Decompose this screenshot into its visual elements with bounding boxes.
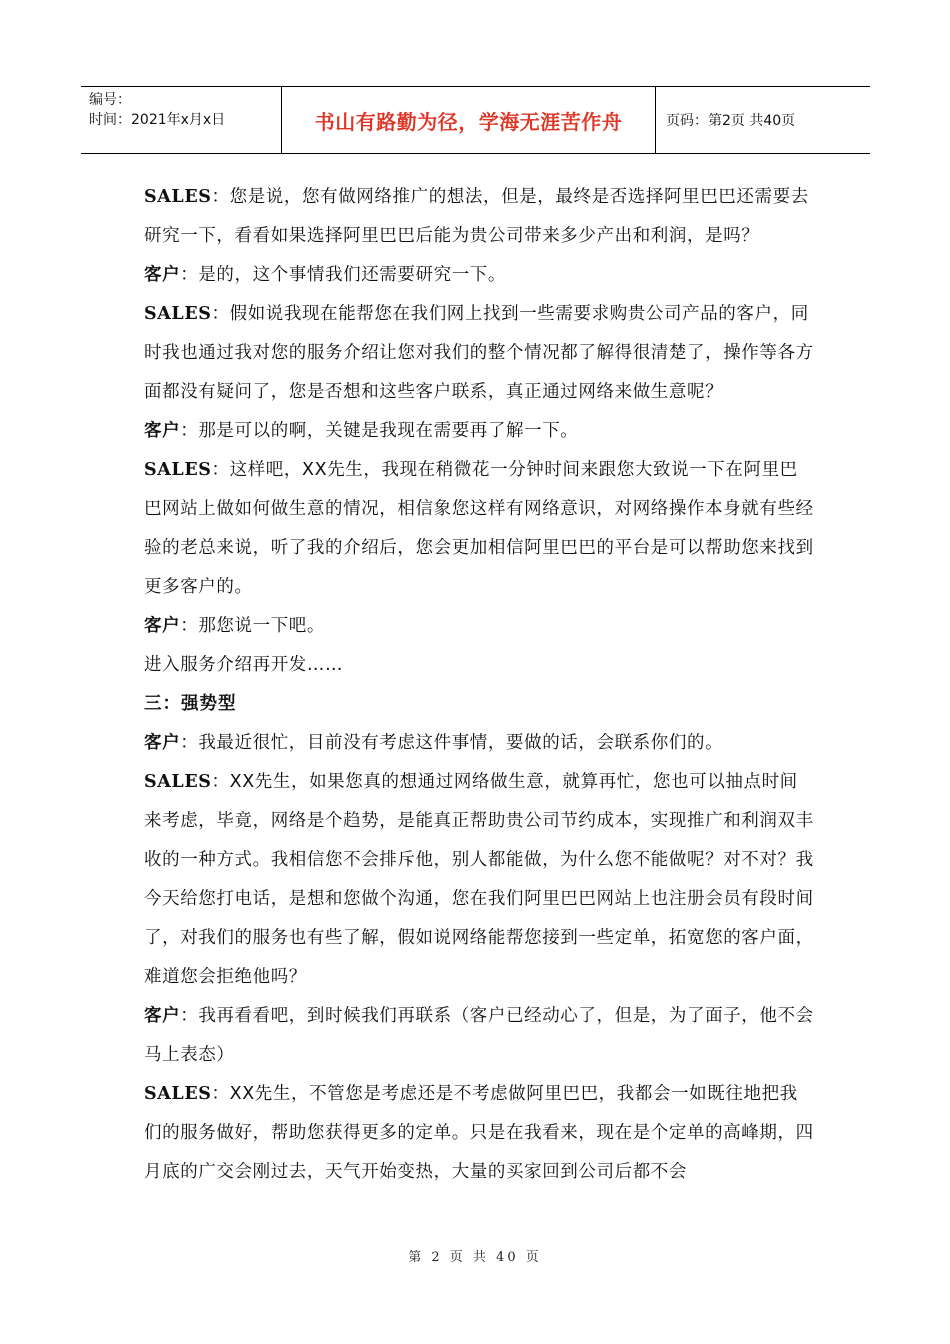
dialogue-paragraph [144, 646, 814, 685]
speaker-label: SALES [144, 772, 212, 792]
paragraph-text: 这样吧，XX先生，我现在稍微花一分钟时间来跟您大致说一下在阿里巴巴网站上做如何做生意的情况，相信象您这样有网络意识，对网络操作本身就有些经验的老总来说，听了我的介绍后，您会更加相信阿里巴巴的平台是可以帮助您来找到更多客户的。 [144, 460, 814, 597]
speaker-separator: ： [180, 265, 199, 285]
dialogue-paragraph [144, 451, 814, 607]
speaker-separator: ： [211, 1084, 230, 1104]
speaker-label: SALES [144, 304, 212, 324]
speaker-label: SALES [144, 1084, 212, 1104]
speaker-label: SALES [144, 460, 212, 480]
header-page-label: 页码：第2页 共40页 [666, 113, 796, 129]
speaker-separator: ： [211, 460, 230, 480]
speaker-separator: ： [211, 304, 230, 324]
speaker-label: SALES [144, 187, 212, 207]
speaker-separator: ： [180, 1006, 199, 1026]
paragraph-text: 那是可以的啊，关键是我现在需要再了解一下。 [198, 421, 579, 441]
dialogue-paragraph [144, 607, 814, 646]
header-motto-cell [282, 87, 656, 153]
speaker-separator: ： [211, 772, 230, 792]
document-body [144, 178, 814, 1192]
paragraph-text: 进入服务介绍再开发…… [144, 655, 344, 675]
speaker-separator: ： [211, 187, 230, 207]
paragraph-text: 是的，这个事情我们还需要研究一下。 [198, 265, 507, 285]
speaker-separator: ： [180, 421, 199, 441]
speaker-label: 客户 [144, 616, 181, 636]
dialogue-paragraph [144, 412, 814, 451]
header-meta [81, 87, 282, 153]
speaker-label: 客户 [144, 1006, 181, 1026]
speaker-label: 客户 [144, 265, 181, 285]
document-time-label: 时间：2021年x月x日 [89, 112, 226, 128]
speaker-separator: ： [180, 733, 199, 753]
paragraph-text: XX先生，如果您真的想通过网络做生意，就算再忙，您也可以抽点时间来考虑，毕竟，网络是个趋势，是能真正帮助贵公司节约成本，实现推广和利润双丰收的一种方式。我相信您不会排斥他，别人都能做，为什么您不能做呢？对不对？我今天给您打电话，是想和您做个沟通，您在我们阿里巴巴网站上也注册会员有段时间了，对我们的服务也有些了解，假如说网络能帮您接到一些定单，拓宽您的客户面，难道您会拒绝他吗？ [144, 772, 814, 987]
section-heading: 三：强势型 [144, 694, 237, 714]
page-footer: 第 2 页 共 40 页 [408, 1250, 542, 1265]
dialogue-paragraph [144, 724, 814, 763]
dialogue-paragraph [144, 1075, 814, 1192]
dialogue-paragraph [144, 178, 814, 256]
paragraph-text: XX先生，不管您是考虑还是不考虑做阿里巴巴，我都会一如既往地把我们的服务做好，帮助您获得更多的定单。只是在我看来，现在是个定单的高峰期，四月底的广交会刚过去，天气开始变热，大量的买家回到公司后都不会 [144, 1084, 814, 1182]
dialogue-paragraph [144, 256, 814, 295]
speaker-separator: ： [180, 616, 199, 636]
header-page-cell [656, 87, 870, 153]
header-motto: 书山有路勤为径，学海无涯苦作舟 [314, 109, 623, 134]
paragraph-text: 假如说我现在能帮您在我们网上找到一些需要求购贵公司产品的客户，同时我也通过我对您的服务介绍让您对我们的整个情况都了解得很清楚了，操作等各方面都没有疑问了，您是否想和这些客户联系，真正通过网络来做生意呢？ [144, 304, 814, 402]
dialogue-paragraph [144, 763, 814, 997]
paragraph-text: 我再看看吧，到时候我们再联系（客户已经动心了，但是，为了面子，他不会马上表态） [144, 1006, 814, 1065]
document-header [81, 86, 870, 154]
dialogue-paragraph [144, 295, 814, 412]
speaker-label: 客户 [144, 733, 181, 753]
speaker-label: 客户 [144, 421, 181, 441]
paragraph-text: 那您说一下吧。 [198, 616, 326, 636]
document-number-label: 编号： [89, 92, 131, 108]
paragraph-text: 您是说，您有做网络推广的想法，但是，最终是否选择阿里巴巴还需要去研究一下，看看如果选择阿里巴巴后能为贵公司带来多少产出和利润，是吗？ [144, 187, 809, 246]
dialogue-paragraph [144, 997, 814, 1075]
paragraph-text: 我最近很忙，目前没有考虑这件事情，要做的话，会联系你们的。 [198, 733, 724, 753]
